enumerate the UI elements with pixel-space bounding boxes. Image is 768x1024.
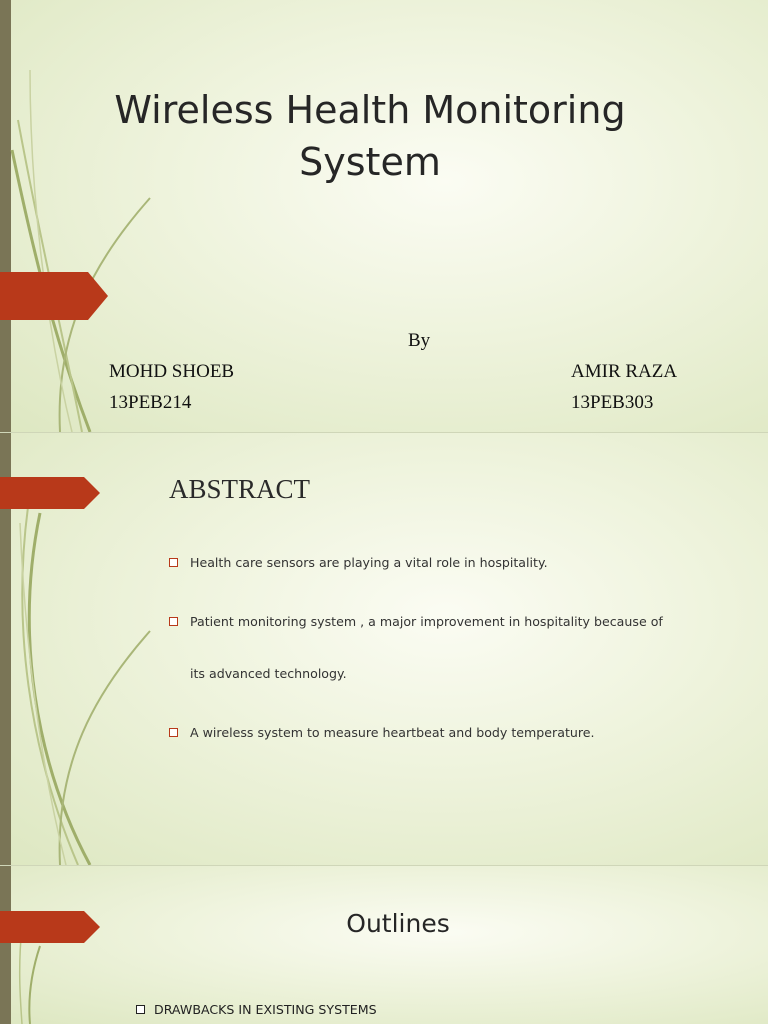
checkbox-bullet-icon [169, 617, 178, 626]
bullet-text: Patient monitoring system , a major improvement in hospitality because of [190, 614, 663, 629]
bullet-text: DRAWBACKS IN EXISTING SYSTEMS [154, 1002, 377, 1017]
accent-tab-icon [0, 272, 110, 322]
checkbox-bullet-icon [169, 728, 178, 737]
by-label: By [408, 330, 431, 351]
title-slide [0, 0, 768, 432]
author2-name: AMIR RAZA [571, 361, 678, 382]
slide-title: Wireless Health Monitoring System [114, 88, 626, 184]
checkbox-bullet-icon [169, 558, 178, 567]
bullet-text: Health care sensors are playing a vital role in hospitality. [190, 555, 548, 570]
section-heading: Outlines [346, 909, 450, 938]
author2-id: 13PEB303 [571, 392, 654, 413]
decorative-swirl-icon [0, 866, 80, 1024]
section-heading: ABSTRACT [169, 474, 311, 504]
outlines-slide [0, 866, 768, 1024]
author1-id: 13PEB214 [109, 392, 192, 413]
accent-tab-icon [0, 477, 102, 511]
bullet-text: A wireless system to measure heartbeat and body temperature. [190, 725, 595, 740]
bullet-continuation: its advanced technology. [190, 666, 347, 681]
author1-name: MOHD SHOEB [109, 361, 235, 382]
abstract-slide [0, 433, 768, 865]
checkbox-bullet-icon [136, 1005, 145, 1014]
